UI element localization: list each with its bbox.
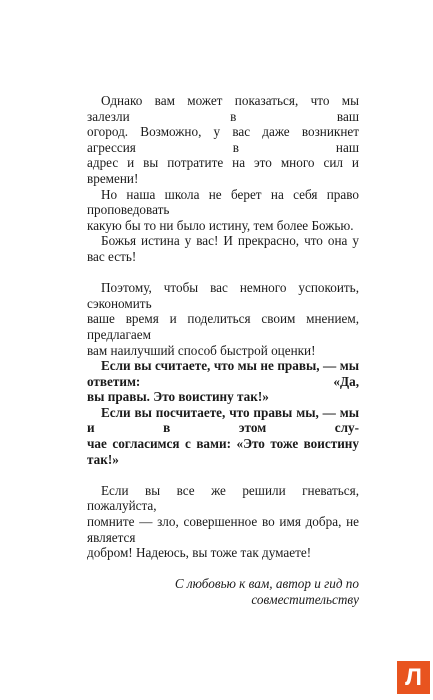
text-line: ваше время и поделиться своим мнением, предлагаем — [87, 311, 359, 342]
text-line: вы правы. Это воистину так!» — [87, 389, 269, 405]
signature: С любовью к вам, автор и гид по совместительству — [174, 576, 359, 607]
text-line: Однако вам может показаться, что мы залезли в ваш — [87, 93, 359, 124]
paragraph-2 — [87, 187, 359, 234]
paragraph-1 — [87, 93, 359, 187]
text-line: Но наша школа не берет на себя право проповедовать — [87, 186, 359, 218]
paragraph-6-bold — [87, 405, 359, 467]
text-line: чае согласимся с вами: «Это тоже воистину так!» — [87, 436, 359, 467]
text-line: огород. Возможно, у вас даже возникнет агрессия в наш — [87, 124, 359, 155]
text-line: помните — зло, совершенное во имя добра, не является — [87, 514, 359, 545]
page-text — [87, 93, 359, 608]
text-line: Если вы все же решили гневаться, пожалуйста, — [87, 482, 359, 514]
text-line: Поэтому, чтобы вас немного успокоить, сэкономить — [87, 280, 359, 311]
text-line: вам наилучший способ быстрой оценки! — [87, 342, 316, 358]
text-line: Если вы считаете, что мы не правы, — мы ответим: «Да, — [87, 358, 359, 389]
text-line: Божья истина у вас! И прекрасно, что она у вас есть! — [87, 233, 359, 264]
text-line: добром! Надеюсь, вы тоже так думаете! — [87, 545, 312, 561]
paragraph-4 — [87, 280, 359, 358]
paragraph-5-bold — [87, 358, 359, 405]
text-line: какую бы то ни было истину, тем более Божью. — [87, 217, 354, 233]
text-line: Если вы посчитаете, что правы мы, — мы и в этом слу- — [87, 404, 359, 436]
text-line: адрес и вы потратите на это много сил и времени! — [87, 155, 359, 186]
paragraph-7 — [87, 483, 359, 561]
paragraph-3 — [87, 233, 359, 264]
logo-letter-icon: Л — [405, 663, 422, 691]
publisher-logo — [397, 661, 430, 694]
